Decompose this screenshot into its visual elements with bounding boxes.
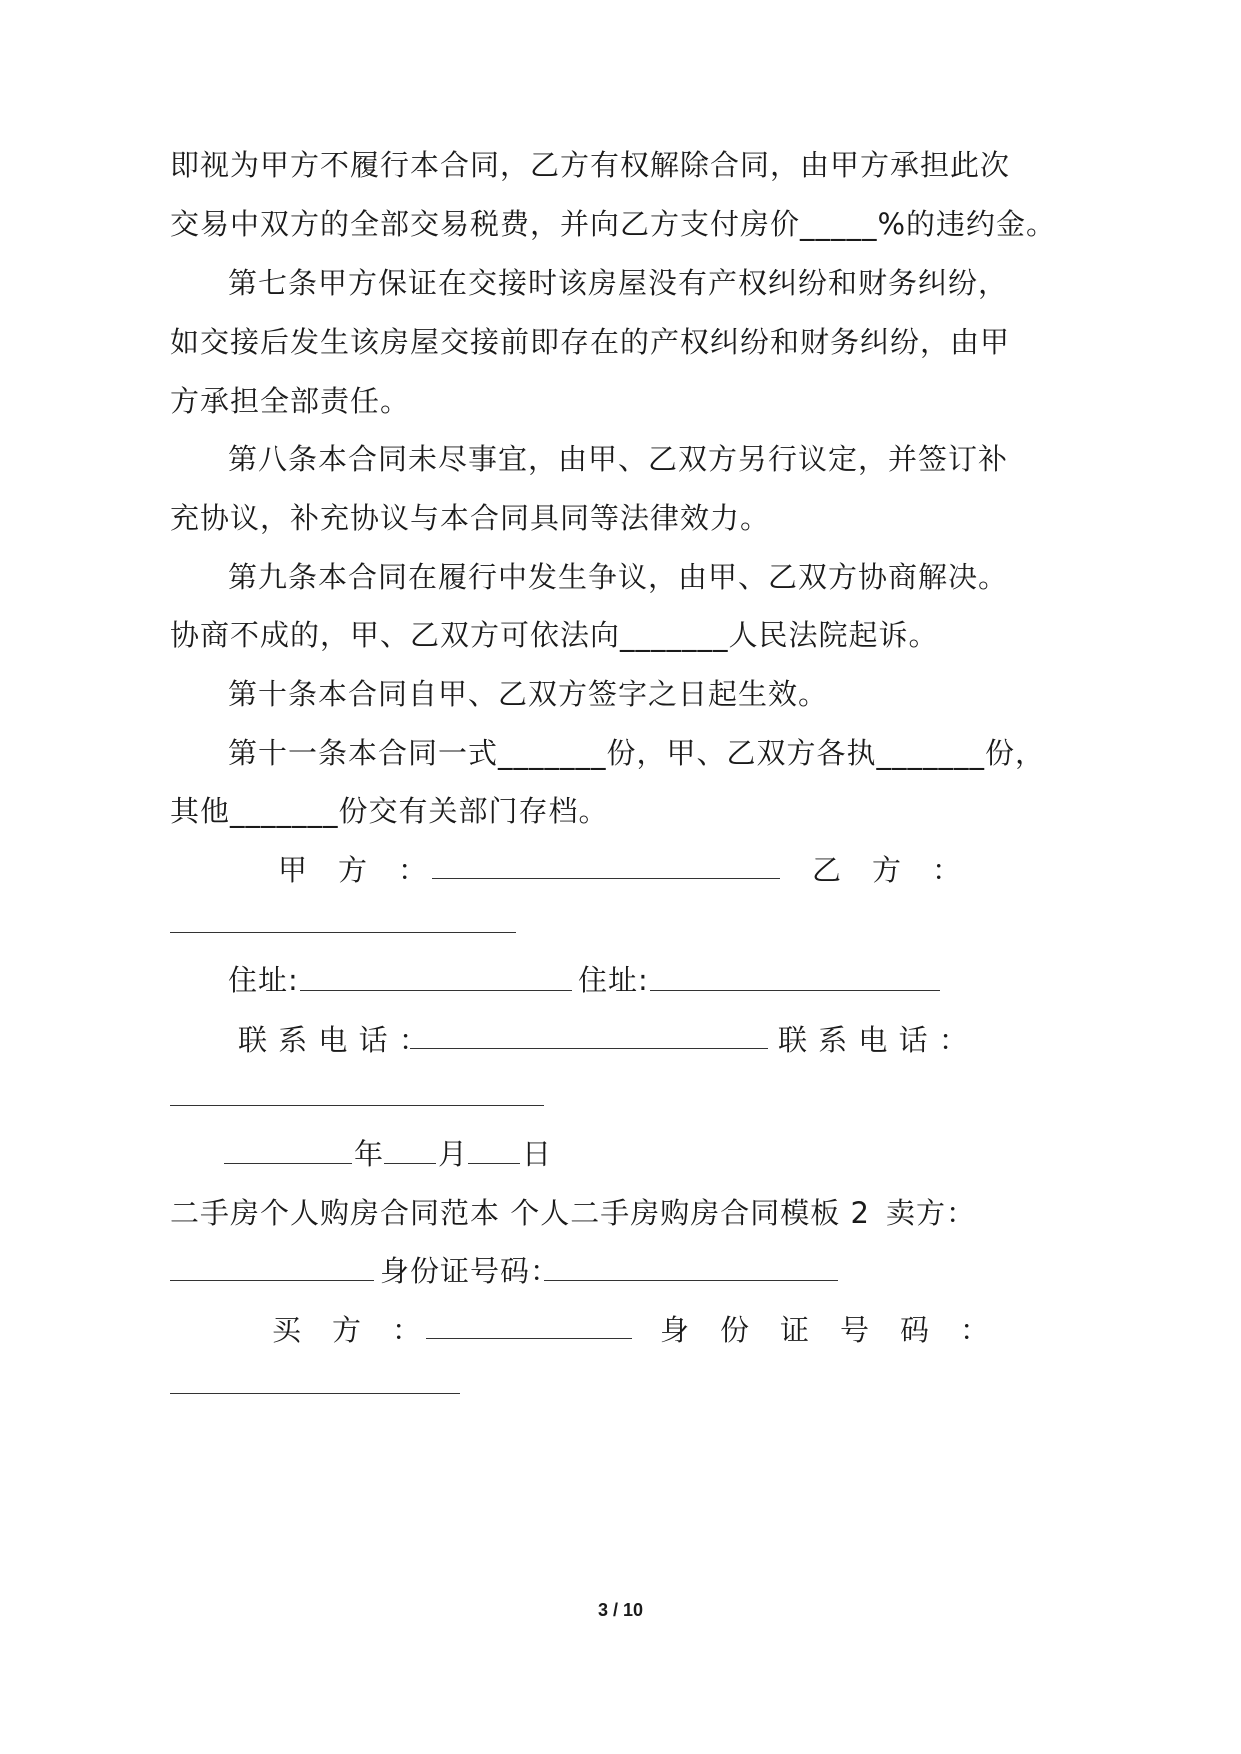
- paragraph-line: 充协议，补充协议与本合同具同等法律效力。: [170, 501, 771, 535]
- seller-label: 卖方：: [886, 1196, 977, 1230]
- contract2-title: 二手房个人购房合同范本 个人二手房购房合同模板 2: [170, 1196, 870, 1230]
- paragraph-line: 第七条甲方保证在交接时该房屋没有产权纠纷和财务纠纷，: [228, 266, 1009, 300]
- buyer-id-label: 身 份 证 号 码 ：: [660, 1313, 991, 1347]
- page-number: 3 / 10: [597, 1600, 644, 1620]
- seller-id-line: [544, 1280, 838, 1281]
- paragraph-line: 协商不成的，甲、乙双方可依法向_______人民法院起诉。: [170, 618, 939, 652]
- seller-name-line: [170, 1280, 374, 1281]
- buyer-label: 买 方 ：: [272, 1313, 423, 1347]
- party-b-label: 乙 方 ：: [812, 853, 963, 887]
- party-a-label: 甲 方 ：: [278, 853, 429, 887]
- phone-b-line: [170, 1105, 544, 1106]
- paragraph-line: 第八条本合同未尽事宜，由甲、乙双方另行议定，并签订补: [228, 442, 1009, 476]
- address-a-line: [300, 990, 572, 991]
- paragraph-line: 第九条本合同在履行中发生争议，由甲、乙双方协商解决。: [228, 560, 1009, 594]
- paragraph-line: 其他_______份交有关部门存档。: [170, 794, 609, 828]
- paragraph-line: 第十一条本合同一式_______份，甲、乙双方各执_______份，: [228, 736, 1046, 770]
- party-b-signature-line: [170, 932, 516, 933]
- date-year-line: [224, 1163, 352, 1164]
- date-month-label: 月: [438, 1137, 469, 1171]
- party-a-signature-line: [432, 878, 780, 879]
- paragraph-line: 第十条本合同自甲、乙双方签字之日起生效。: [228, 677, 829, 711]
- date-day-line: [468, 1163, 520, 1164]
- date-month-line: [384, 1163, 436, 1164]
- date-year-label: 年: [354, 1137, 385, 1171]
- phone-a-label: 联 系 电 话 ：: [238, 1023, 429, 1057]
- date-day-label: 日: [522, 1137, 553, 1171]
- paragraph-line: 方承担全部责任。: [170, 384, 411, 418]
- paragraph-line: 交易中双方的全部交易税费，并向乙方支付房价_____%的违约金。: [170, 207, 1057, 241]
- address-a-label: 住址:: [228, 963, 299, 997]
- buyer-id-line: [170, 1393, 460, 1394]
- phone-a-line: [410, 1048, 768, 1049]
- paragraph-line: 如交接后发生该房屋交接前即存在的产权纠纷和财务纠纷，由甲: [170, 325, 1011, 359]
- seller-id-label: 身份证号码：: [380, 1254, 561, 1288]
- paragraph-line: 即视为甲方不履行本合同，乙方有权解除合同，由甲方承担此次: [170, 148, 1011, 182]
- buyer-name-line: [426, 1338, 632, 1339]
- phone-b-label: 联 系 电 话 ：: [778, 1023, 969, 1057]
- address-b-line: [650, 990, 940, 991]
- address-b-label: 住址:: [578, 963, 649, 997]
